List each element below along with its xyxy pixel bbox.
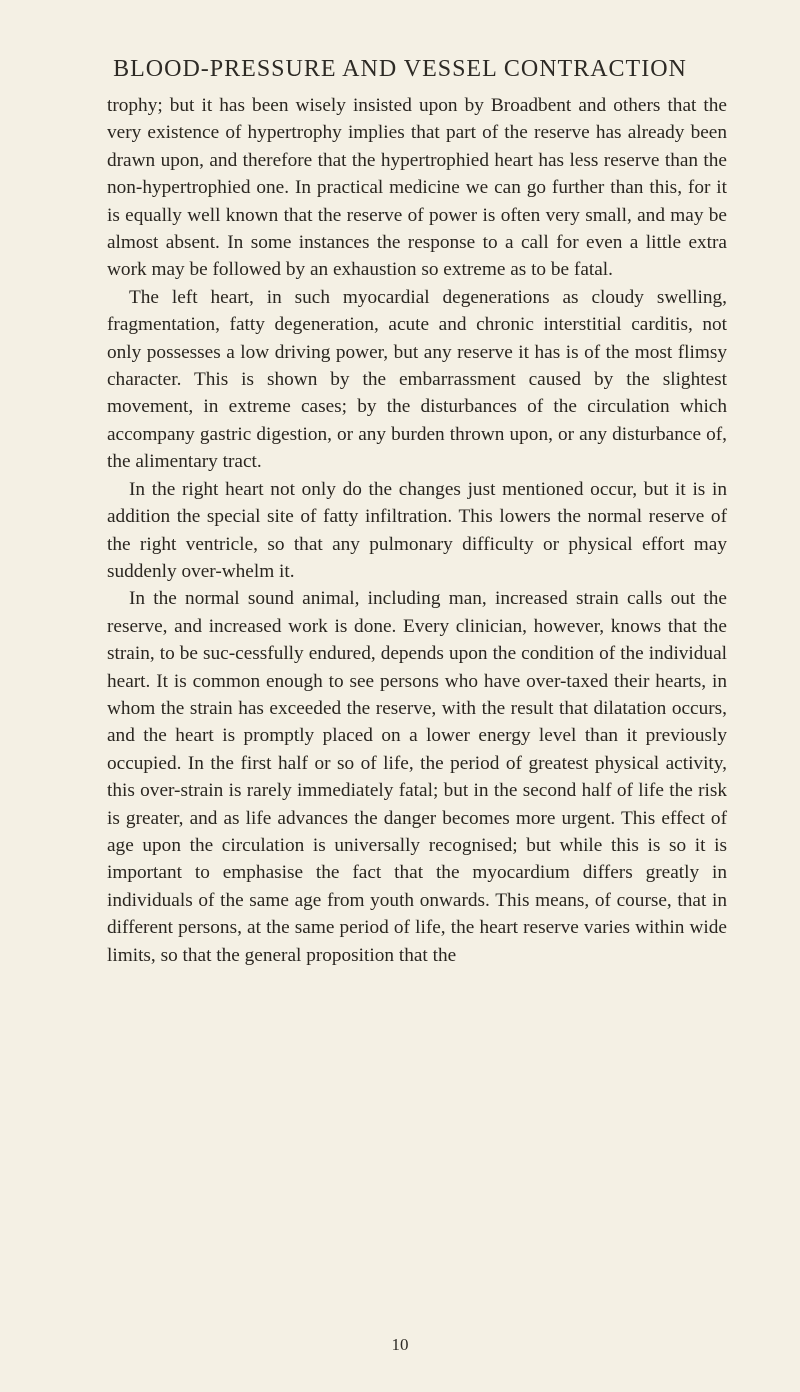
paragraph-1: trophy; but it has been wisely insisted upon by Broadbent and others that the very existence of hypertrophy implies that part of the reserve has already been drawn upon, and therefore that the hypertrophied heart has less reserve than the non-hypertrophied one. In practical medicine we can go further than this, for it is equally well known that the reserve of power is often very small, and may be almost absent. In some instances the response to a call for even a little extra work may be followed by an exhaustion so extreme as to be fatal. — [107, 95, 727, 281]
running-head: BLOOD-PRESSURE AND VESSEL CONTRACTION — [113, 56, 687, 82]
body-text — [107, 92, 727, 969]
paragraph-2: The left heart, in such myocardial degenerations as cloudy swelling, fragmentation, fatty degeneration, acute and chronic interstitial carditis, not only possesses a low driving power, but any reserve it has is of the most flimsy character. This is shown by the embarrassment caused by the slightest movement, in extreme cases; by the disturbances of the circulation which accompany gastric digestion, or any burden thrown upon, or any disturbance of, the alimentary tract. — [107, 286, 727, 473]
paragraph-3: In the right heart not only do the changes just mentioned occur, but it is in addition the special site of fatty infiltration. This lowers the normal reserve of the right ventricle, so that any pulmonary difficulty or physical effort may suddenly over-whelm it. — [107, 478, 727, 582]
page-number: 10 — [391, 1335, 409, 1354]
paragraph-4: In the normal sound animal, including man, increased strain calls out the reserve, and increased work is done. Every clinician, however, knows that the strain, to be suc-cessfully endured, depends upon the condition of the individual heart. It is common enough to see persons who have over-taxed their hearts, in whom the strain has exceeded the reserve, with the result that dilatation occurs, and the heart is promptly placed on a lower energy level than it previously occupied. In the first half or so of life, the period of greatest physical activity, this over-strain is rarely immediately fatal; but in the second half of life the risk is greater, and as life advances the danger becomes more urgent. This effect of age upon the circulation is universally recognised; but while this is so it is important to emphasise the fact that the myocardium differs greatly in individuals of the same age from youth onwards. This means, of course, that in different persons, at the same period of life, the heart reserve varies within wide limits, so that the general proposition that the — [107, 588, 727, 966]
